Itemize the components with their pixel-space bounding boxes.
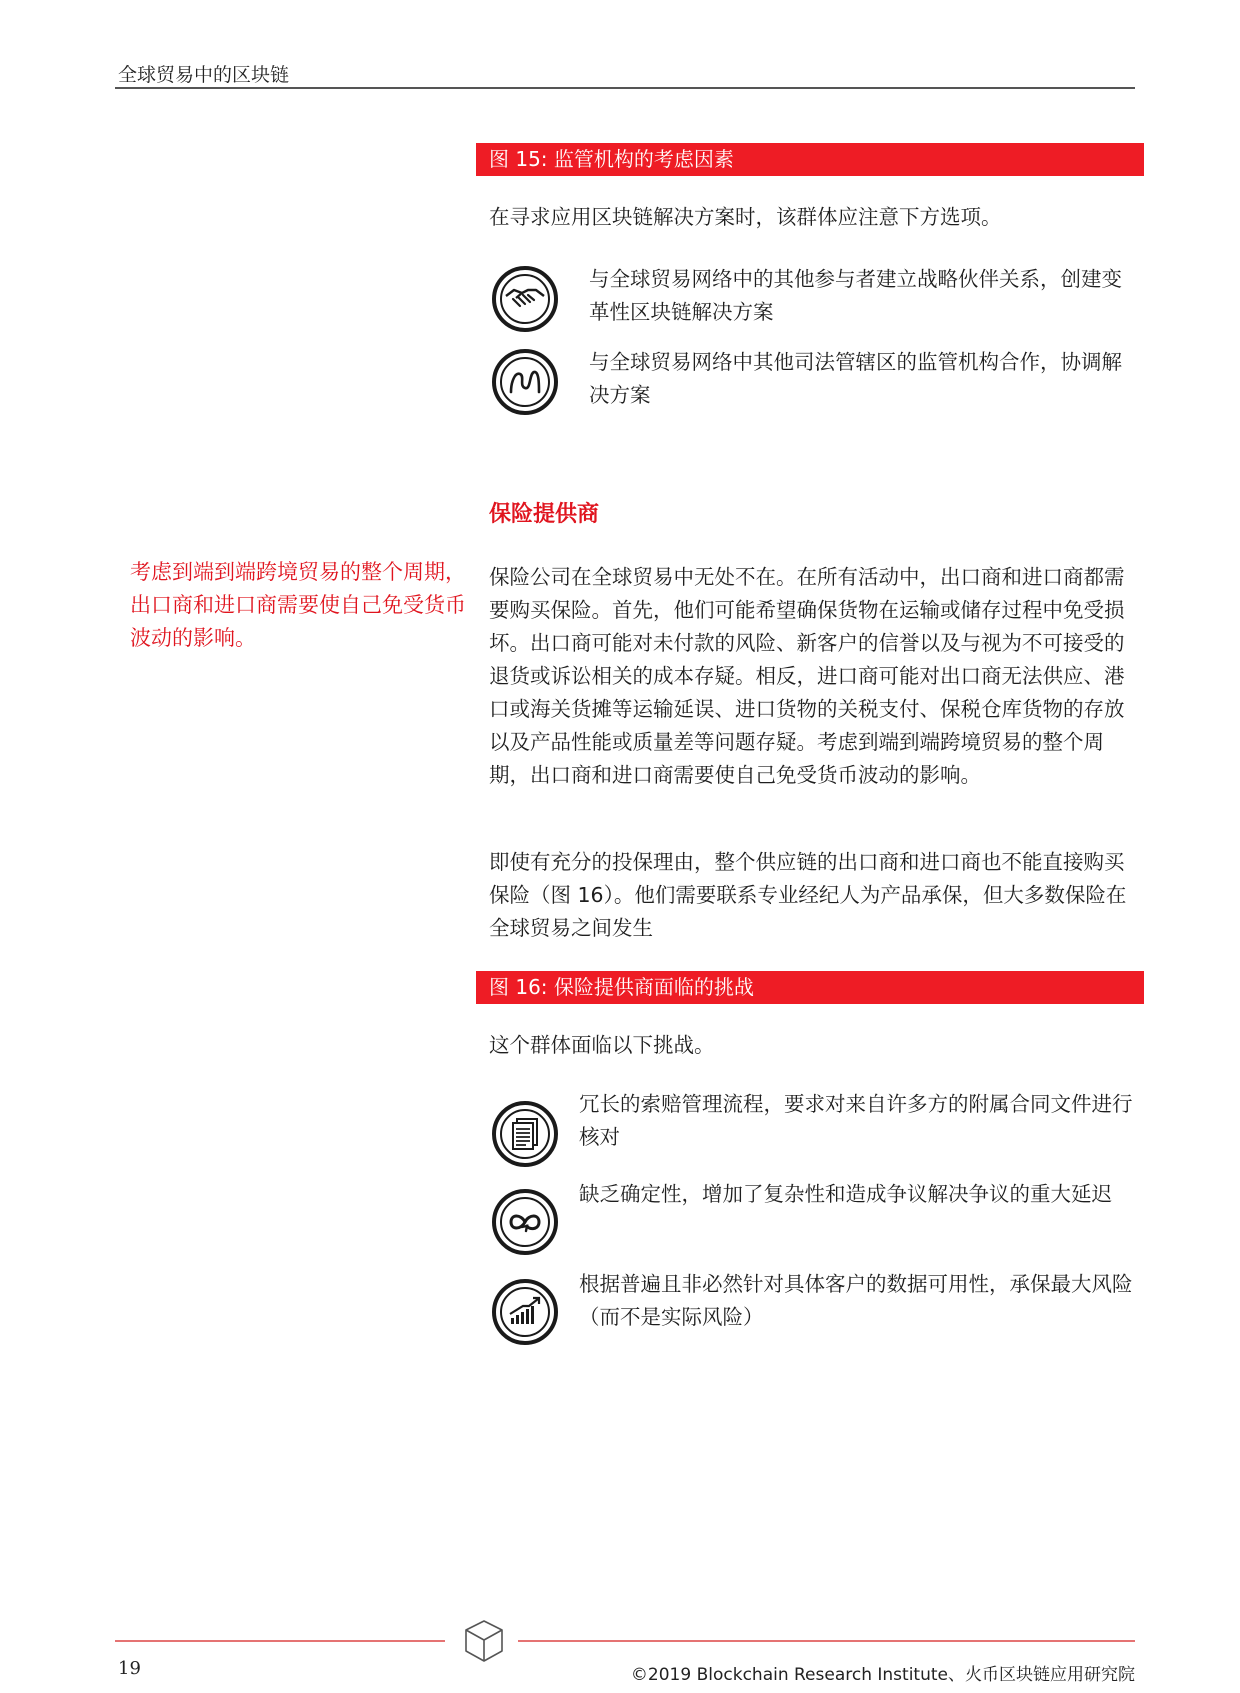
cube-icon	[463, 1618, 505, 1664]
handshake-icon	[489, 263, 561, 335]
figure-16-item	[489, 1088, 1135, 1168]
figure-15-item	[489, 346, 1135, 426]
running-header: 全球贸易中的区块链	[118, 64, 290, 86]
growth-chart-icon	[489, 1276, 561, 1348]
page-number: 19	[118, 1658, 141, 1679]
figure-16-item-text: 缺乏确定性，增加了复杂性和造成争议解决争议的重大延迟	[579, 1182, 1112, 1206]
tangled-loop-icon	[489, 1186, 561, 1258]
footer-divider-left	[115, 1640, 445, 1642]
footer-divider-right	[518, 1640, 1135, 1642]
figure-15-caption: 图 15: 监管机构的考虑因素	[476, 143, 1144, 176]
figure-15-item-text: 与全球贸易网络中其他司法管辖区的监管机构合作，协调解决方案	[589, 350, 1122, 407]
copyright-notice: ©2019 Blockchain Research Institute、火币区块链应用研究院	[630, 1665, 1135, 1685]
section-heading: 保险提供商	[489, 502, 600, 527]
figure-16-item-text: 根据普遍且非必然针对具体客户的数据可用性，承保最大风险（而不是实际风险）	[579, 1272, 1133, 1329]
figure-16-item-text: 冗长的索赔管理流程，要求对来自许多方的附属合同文件进行核对	[579, 1092, 1133, 1149]
figure-15-intro: 在寻求应用区块链解决方案时，该群体应注意下方选项。	[489, 205, 1002, 229]
body-paragraph: 即使有充分的投保理由，整个供应链的出口商和进口商也不能直接购买保险（图 16）。他们需要联系专业经纪人为产品承保，但大多数保险在全球贸易之间发生	[489, 850, 1127, 940]
figure-16-item	[489, 1268, 1135, 1348]
figure-15-item-text: 与全球贸易网络中的其他参与者建立战略伙伴关系，创建变革性区块链解决方案	[589, 267, 1122, 324]
figure-16-intro: 这个群体面临以下挑战。	[489, 1033, 715, 1057]
documents-icon	[489, 1098, 561, 1170]
figure-15-item	[489, 263, 1135, 343]
figure-16-item	[489, 1178, 1135, 1258]
figure-16-caption: 图 16: 保险提供商面临的挑战	[476, 971, 1144, 1004]
winding-path-icon	[489, 346, 561, 418]
header-divider	[115, 87, 1135, 89]
body-paragraph: 保险公司在全球贸易中无处不在。在所有活动中，出口商和进口商都需要购买保险。首先，他们可能希望确保货物在运输或储存过程中免受损坏。出口商可能对未付款的风险、新客户的信誉以及与视为不可接受的退货或诉讼相关的成本存疑。相反，进口商可能对出口商无法供应、港口或海关货摊等运输延误、进口货物的关税支付、保税仓库货物的存放以及产品性能或质量差等问题存疑。考虑到端到端跨境贸易的整个周期，出口商和进口商需要使自己免受货币波动的影响。	[489, 565, 1125, 787]
pull-quote: 考虑到端到端跨境贸易的整个周期，出口商和进口商需要使自己免受货币波动的影响。	[130, 560, 466, 650]
